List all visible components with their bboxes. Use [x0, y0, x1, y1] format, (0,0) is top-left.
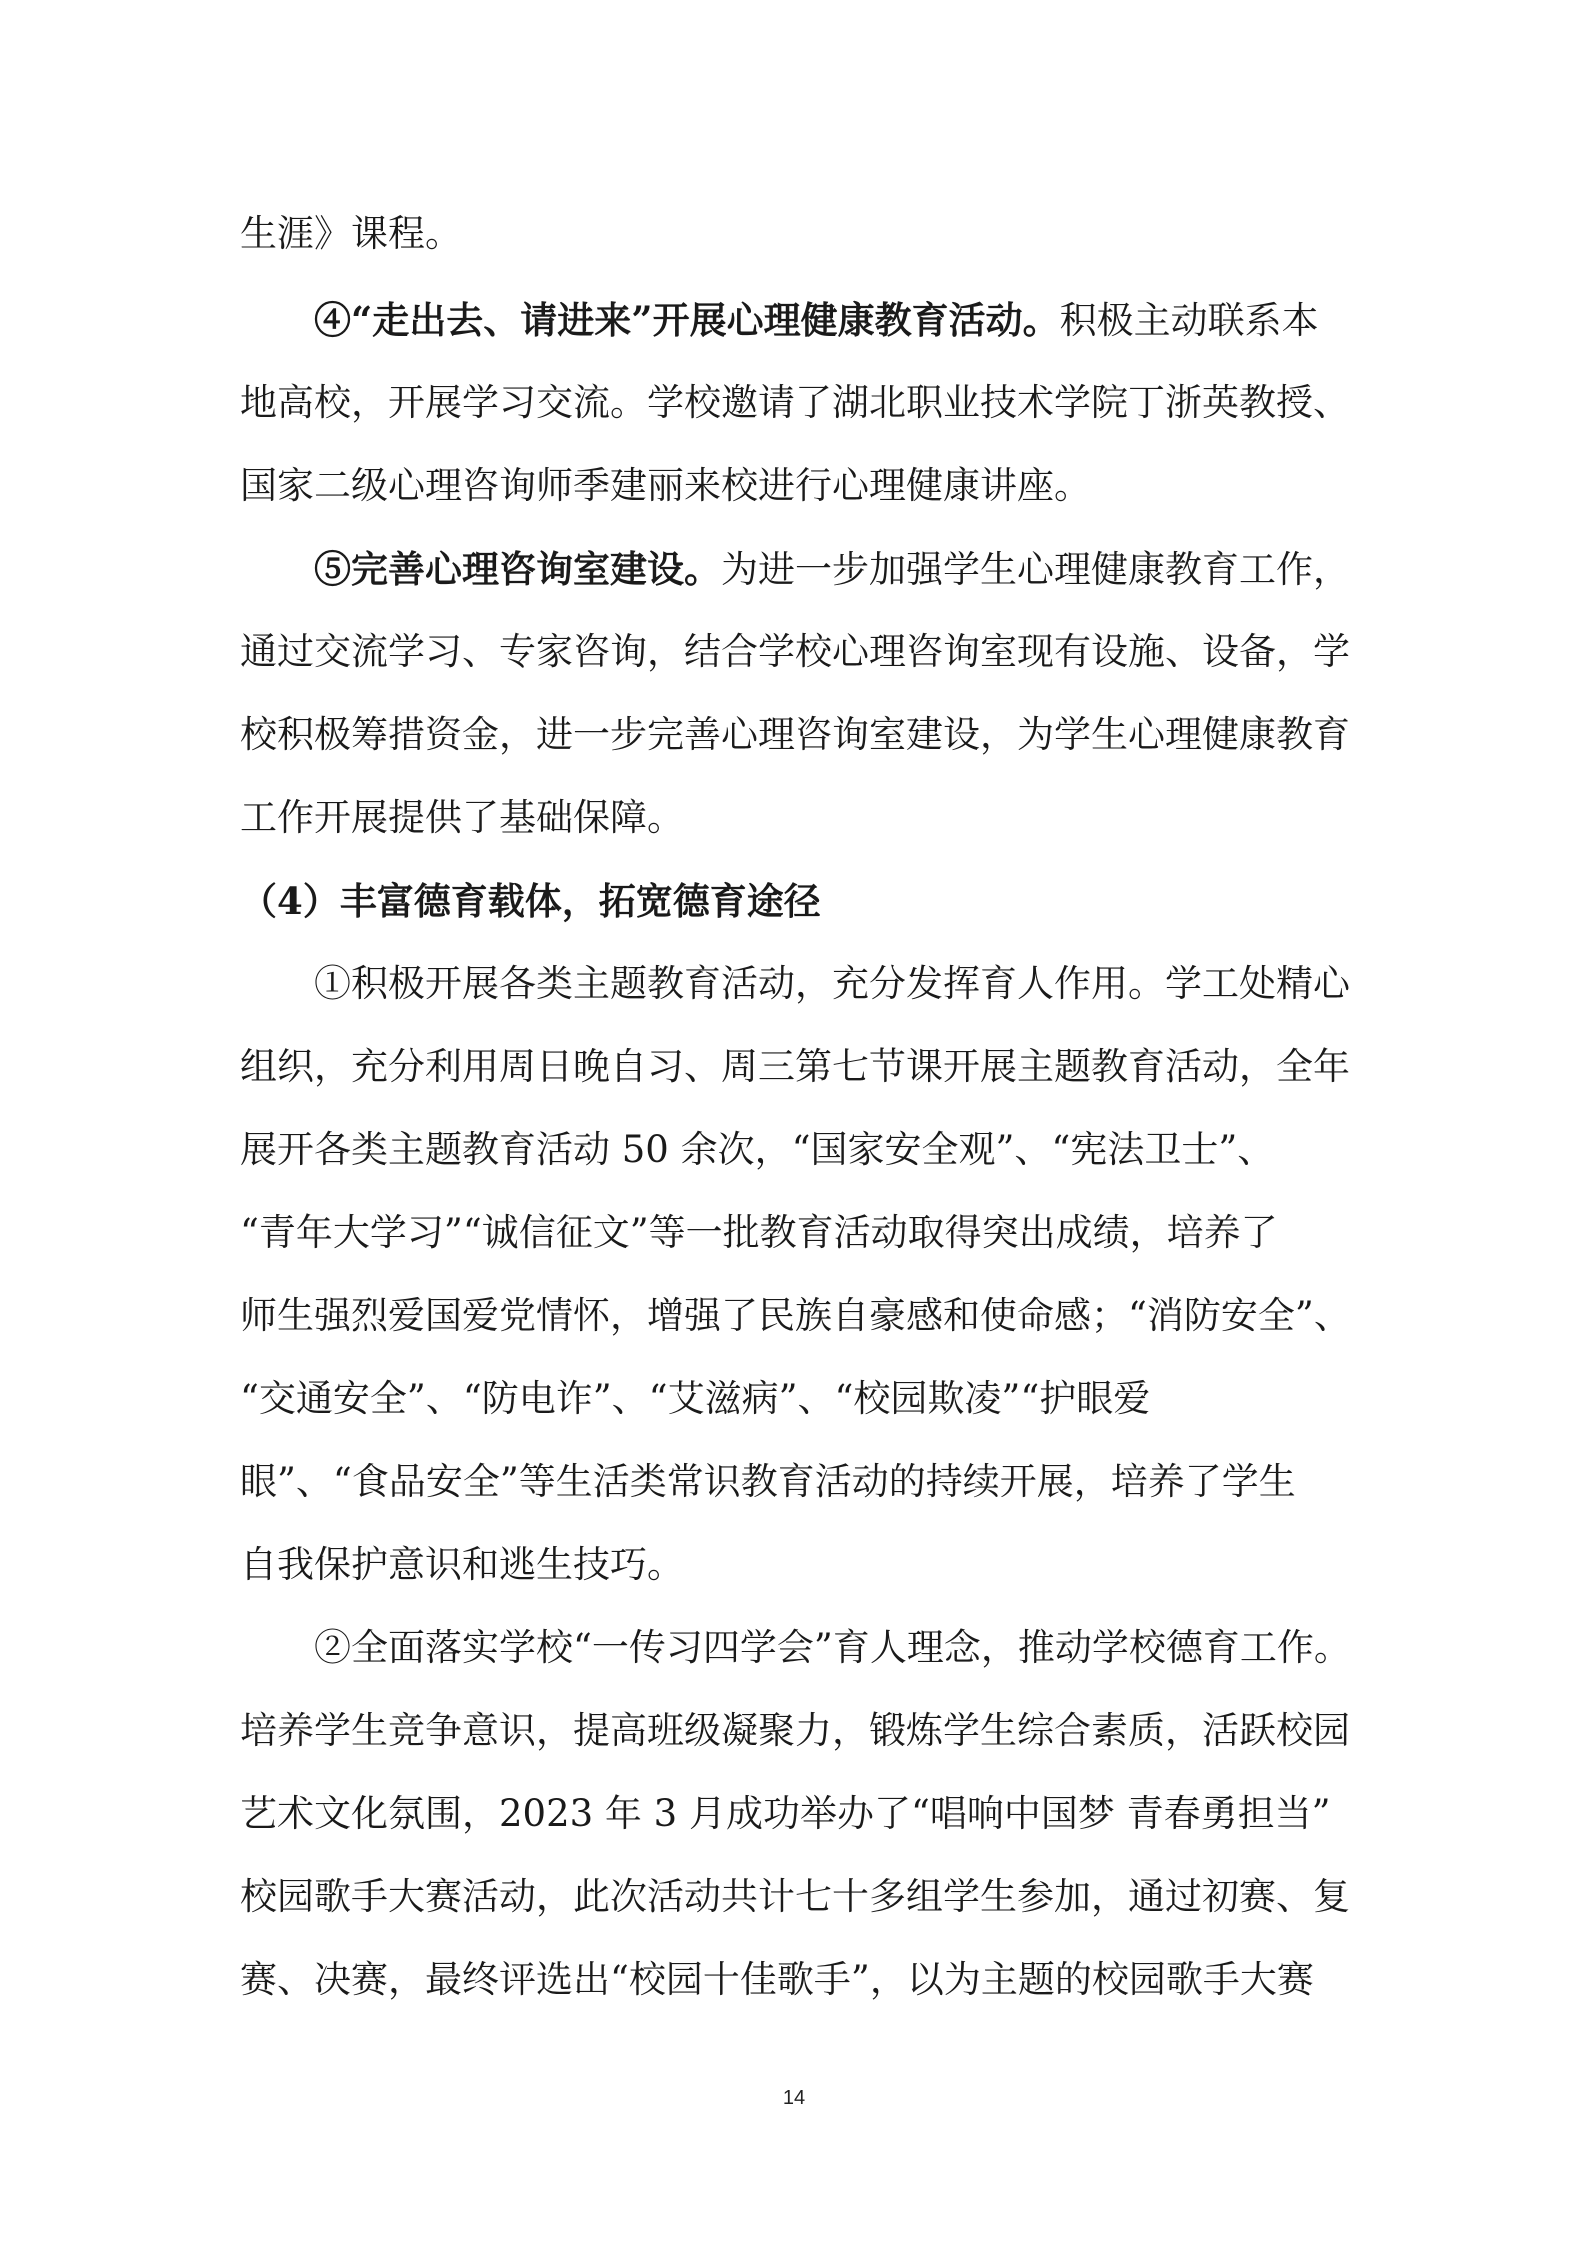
section-heading — [240, 871, 1360, 931]
text-line-19 — [240, 1701, 1360, 1761]
text-line-11 — [240, 1037, 1360, 1097]
text-run: 眼”、“食品安全”等生活类常识教育活动的持续开展，培养了学生 — [240, 1460, 1296, 1503]
text-line-22 — [240, 1950, 1360, 2010]
text-run: 为进一步加强学生心理健康教育工作， — [721, 548, 1350, 591]
text-line-12 — [240, 1120, 1360, 1180]
text-run: “青年大学习”“诚信征文”等一批教育活动取得突出成绩，培养了 — [240, 1211, 1278, 1254]
heading-text: （4）丰富德育载体，拓宽德育途径 — [240, 879, 821, 923]
bold-lead-in: ④“走出去、请进来”开展心理健康教育活动。 — [314, 298, 1060, 342]
text-run: 展开各类主题教育活动 50 余次，“国家安全观”、“宪法卫士”、 — [240, 1128, 1275, 1171]
text-run: 赛、决赛，最终评选出“校园十佳歌手”，以为主题的校园歌手大赛 — [240, 1958, 1314, 2001]
text-run: 校园歌手大赛活动，此次活动共计七十多组学生参加，通过初赛、复 — [240, 1875, 1350, 1918]
text-line-17 — [240, 1535, 1360, 1595]
text-run: 国家二级心理咨询师季建丽来校进行心理健康讲座。 — [240, 464, 1091, 507]
text-line-2 — [314, 290, 1360, 350]
text-line-4 — [240, 456, 1360, 516]
text-line-14 — [240, 1286, 1360, 1346]
text-line-20 — [240, 1784, 1360, 1844]
page-number: 14 — [782, 2087, 806, 2109]
text-line-21 — [240, 1867, 1360, 1927]
text-run: 地高校，开展学习交流。学校邀请了湖北职业技术学院丁浙英教授、 — [240, 381, 1350, 424]
text-run: 校积极筹措资金，进一步完善心理咨询室建设，为学生心理健康教育 — [240, 713, 1350, 756]
text-run: 工作开展提供了基础保障。 — [240, 796, 684, 839]
text-run: 通过交流学习、专家咨询，结合学校心理咨询室现有设施、设备，学 — [240, 630, 1350, 673]
text-run: 自我保护意识和逃生技巧。 — [240, 1543, 684, 1586]
text-line-13 — [240, 1203, 1360, 1263]
text-run: ②全面落实学校“一传习四学会”育人理念，推动学校德育工作。 — [314, 1626, 1351, 1669]
text-line-6 — [240, 622, 1360, 682]
text-line-18 — [314, 1618, 1360, 1678]
text-run: 积极主动联系本 — [1059, 299, 1319, 342]
text-run: 培养学生竞争意识，提高班级凝聚力，锻炼学生综合素质，活跃校园 — [240, 1709, 1350, 1752]
text-line-10 — [314, 954, 1360, 1014]
text-line-7 — [240, 705, 1360, 765]
text-line-15 — [240, 1369, 1360, 1429]
text-line-1 — [240, 204, 1360, 264]
text-line-5 — [314, 539, 1360, 599]
text-line-16 — [240, 1452, 1360, 1512]
text-line-3 — [240, 373, 1360, 433]
text-run: 组织，充分利用周日晚自习、周三第七节课开展主题教育活动，全年 — [240, 1045, 1350, 1088]
text-run: 师生强烈爱国爱党情怀，增强了民族自豪感和使命感；“消防安全”、 — [240, 1294, 1351, 1337]
text-run: ①积极开展各类主题教育活动，充分发挥育人作用。学工处精心 — [314, 962, 1350, 1005]
text-run: 艺术文化氛围，2023 年 3 月成功举办了“唱响中国梦 青春勇担当” — [240, 1792, 1331, 1835]
text-run: 生涯》课程。 — [240, 212, 462, 255]
bold-lead-in: ⑤完善心理咨询室建设。 — [314, 547, 721, 591]
text-line-8 — [240, 788, 1360, 848]
text-run: “交通安全”、“防电诈”、“艾滋病”、“校园欺凌”“护眼爱 — [240, 1377, 1151, 1420]
